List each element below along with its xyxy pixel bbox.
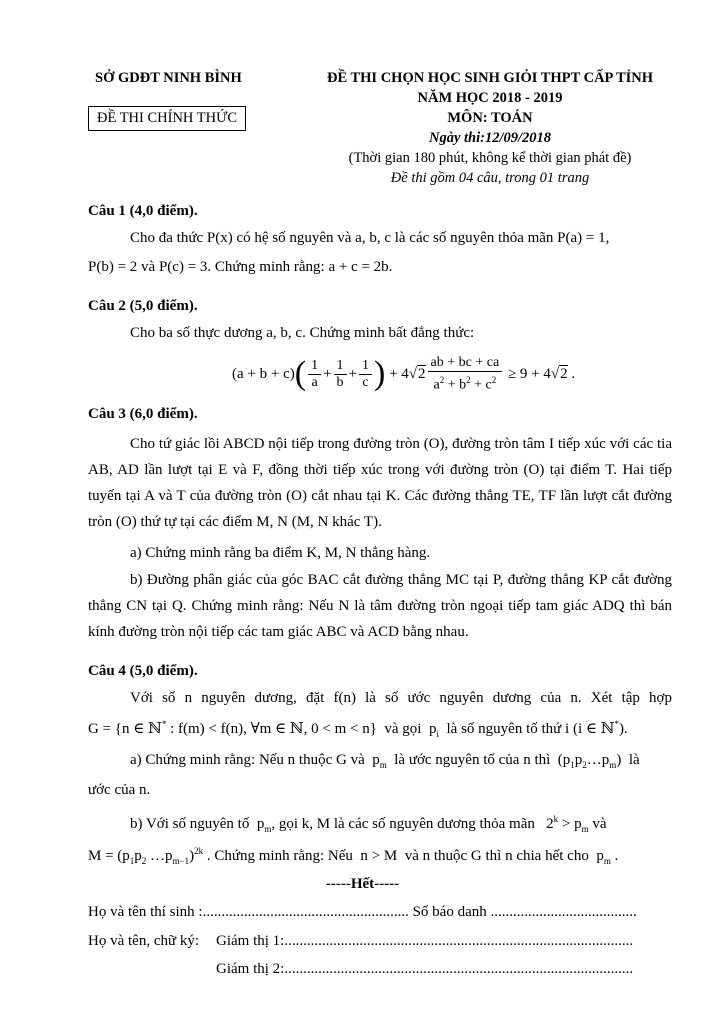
page-info: Đề thi gồm 04 câu, trong 01 trang [390, 170, 590, 186]
department-name: SỞ GDĐT NINH BÌNH [95, 70, 242, 86]
q3-paragraph: Cho tứ giác lồi ABCD nội tiếp trong đường tròn (O), đường tròn tâm I tiếp xúc với các tia AB, AD lần lượt tại E và F, đồng thời tiếp xúc trong với đường tròn (O) tại điểm T. Hai tiếp tuyến tại A và T của đường tròn (O) cắt nhau tại K. Các đường thẳng TE, TF lần lượt cắt đường tròn (O) thứ tự tại các điểm M, N (M, N khác T). [88, 436, 672, 530]
q4-part-a-cont: ước của n. [88, 782, 151, 798]
official-label: ĐỀ THI CHÍNH THỨC [88, 106, 246, 131]
q1-line2: P(b) = 2 và P(c) = 3. Chứng minh rằng: a + c = 2b. [88, 259, 393, 275]
q4-part-a-line: a) Chứng minh rằng: Nếu n thuộc G và $p_m$ là ước nguyên tố của n thì $(p_1p_2\dots p_m)$ là [130, 752, 640, 770]
signature-label: Họ và tên, chữ ký: [88, 933, 200, 949]
proctor2-line: Giám thị 2:............................................................................................. [216, 961, 634, 977]
q4-part-b-line2: $M = (p_1p_2$ $\dots p_{m-1})^{2k}$ . Chứng minh rằng: Nếu n > M và n thuộc G thì n chia hết cho $p_m$ . [88, 846, 619, 866]
q3-title: Câu 3 (6,0 điểm). [88, 406, 198, 422]
q1-line1: Cho đa thức P(x) có hệ số nguyên và a, b, c là các số nguyên thỏa mãn P(a) = 1, [130, 230, 610, 246]
candidate-name-line: Họ và tên thí sinh :....................................................... Số báo danh ....................................... [88, 904, 637, 920]
exam-title: ĐỀ THI CHỌN HỌC SINH GIỎI THPT CẤP TỈNH [326, 70, 654, 86]
q3-part-b: b) Đường phân giác của góc BAC cắt đường thẳng MC tại P, đường thẳng KP cắt đường thẳng CN tại Q. Chứng minh rằng: Nếu N là tâm đường tròn ngoại tiếp tam giác ADQ thì bán kính đường tròn nội tiếp các tam giác ABC và ACD bằng nhau. [88, 572, 672, 640]
q3-part-a: a) Chứng minh rằng ba điểm K, M, N thẳng hàng. [130, 545, 431, 561]
proctor1-line: Giám thị 1:............................................................................................. [216, 933, 634, 949]
q1-title: Câu 1 (4,0 điểm). [88, 203, 198, 219]
q2-inequality: (a + b + c) ( $\frac{1}{a}$ + $\frac{1}{b}$ + $\frac{1}{c}$ ) + 4√2 $\frac{ab + bc + ca}{a^2 + b^2 + c^2}$ ≥ 9 + 4√2 . [232, 354, 576, 393]
end-marker: -----Hết----- [325, 876, 400, 892]
duration: (Thời gian 180 phút, không kể thời gian phát đề) [348, 150, 632, 166]
q4-title: Câu 4 (5,0 điểm). [88, 663, 198, 679]
school-year: NĂM HỌC 2018 - 2019 [417, 90, 563, 106]
q2-title: Câu 2 (5,0 điểm). [88, 298, 198, 314]
q4-line1: Với số n nguyên dương, đặt f(n) là số ước nguyên dương của n. Xét tập hợp [130, 690, 672, 706]
q2-line1: Cho ba số thực dương a, b, c. Chứng minh bất đẳng thức: [130, 325, 475, 341]
exam-date: Ngày thi:12/09/2018 [428, 130, 552, 146]
q4-set-definition: G = {n ∈ ℕ* : f(m) < f(n), ∀m ∈ ℕ, 0 < m < n} và gọi $p_i$ là số nguyên tố thứ i (i ∈ ℕ*). [88, 719, 628, 739]
subject: MÔN: TOÁN [447, 110, 533, 126]
q4-part-b-line1: b) Với số nguyên tố $p_m$, gọi k, M là các số nguyên dương thỏa mãn $2^k > p_m$ và [130, 814, 607, 834]
